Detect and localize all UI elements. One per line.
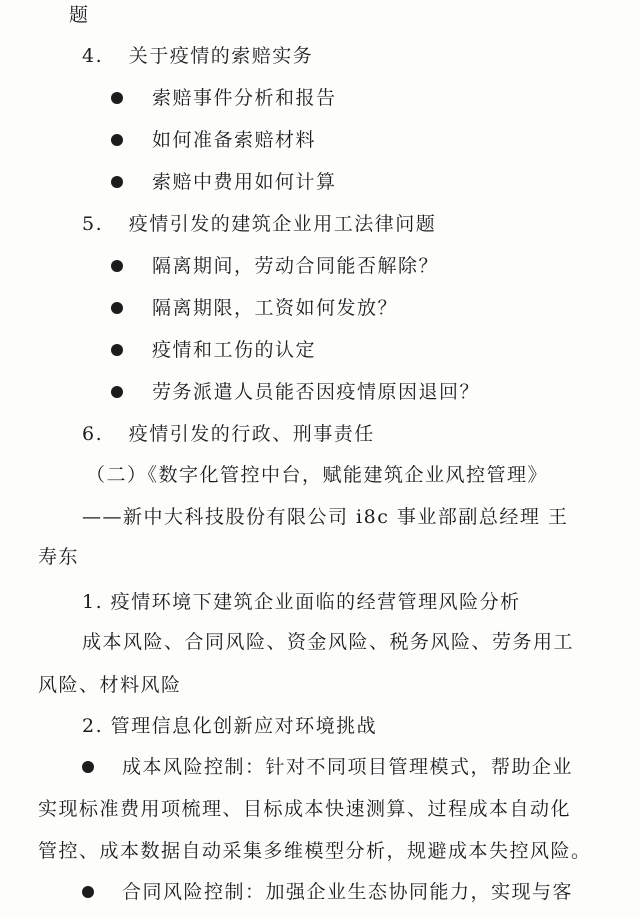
item-4-bullet-1: 索赔事件分析和报告 — [152, 87, 337, 109]
item-5-heading — [82, 212, 436, 236]
bullet-icon — [111, 92, 123, 104]
bullet-icon — [111, 302, 123, 314]
item-4-text: 关于疫情的索赔实务 — [128, 45, 314, 67]
item-5-bullet-4: 劳务派遣人员能否因疫情原因退回？ — [152, 381, 481, 403]
speaker-name-cont: 寿东 — [38, 546, 80, 568]
risks-paragraph-line-2: 风险、材料风险 — [38, 674, 182, 696]
contract-control-line-1: 合同风险控制：加强企业生态协同能力，实现与客 — [122, 881, 574, 903]
item-4-bullet-3: 索赔中费用如何计算 — [152, 171, 337, 193]
bullet-icon — [82, 886, 94, 898]
item-4-bullet-2: 如何准备索赔材料 — [152, 129, 317, 151]
fragment-heading-end: 题 — [69, 4, 90, 26]
speaker-line: ——新中大科技股份有限公司 i8c 事业部副总经理 王 — [82, 506, 569, 528]
bullet-icon — [111, 134, 123, 146]
item-5-bullet-2: 隔离期限，工资如何发放？ — [152, 297, 399, 319]
item-6-heading — [82, 422, 375, 446]
item-6-text: 疫情引发的行政、刑事责任 — [128, 423, 375, 445]
subsection-2-heading: 2. 管理信息化创新应对环境挑战 — [82, 715, 378, 737]
item-6-number: 6. — [82, 423, 104, 445]
item-4-number: 4. — [82, 45, 104, 67]
item-5-bullet-1: 隔离期间，劳动合同能否解除？ — [152, 255, 440, 277]
bullet-icon — [111, 386, 123, 398]
cost-control-line-1: 成本风险控制：针对不同项目管理模式，帮助企业 — [122, 756, 574, 778]
risks-paragraph-line-1: 成本风险、合同风险、资金风险、税务风险、劳务用工 — [82, 631, 575, 653]
bullet-icon — [111, 176, 123, 188]
bullet-icon — [82, 761, 94, 773]
cost-control-line-3: 管控、成本数据自动采集多维模型分析，规避成本失控风险。 — [38, 840, 592, 862]
item-5-bullet-3: 疫情和工伤的认定 — [152, 339, 317, 361]
item-5-text: 疫情引发的建筑企业用工法律问题 — [128, 213, 437, 235]
item-4-heading — [82, 44, 313, 68]
bullet-icon — [111, 344, 123, 356]
section-2-title: （二）《数字化管控中台，赋能建筑企业风控管理》 — [86, 464, 549, 486]
subsection-1-heading: 1. 疫情环境下建筑企业面临的经营管理风险分析 — [82, 591, 521, 613]
cost-control-line-2: 实现标准费用项梳理、目标成本快速测算、过程成本自动化 — [38, 798, 572, 820]
item-5-number: 5. — [82, 213, 104, 235]
bullet-icon — [111, 260, 123, 272]
